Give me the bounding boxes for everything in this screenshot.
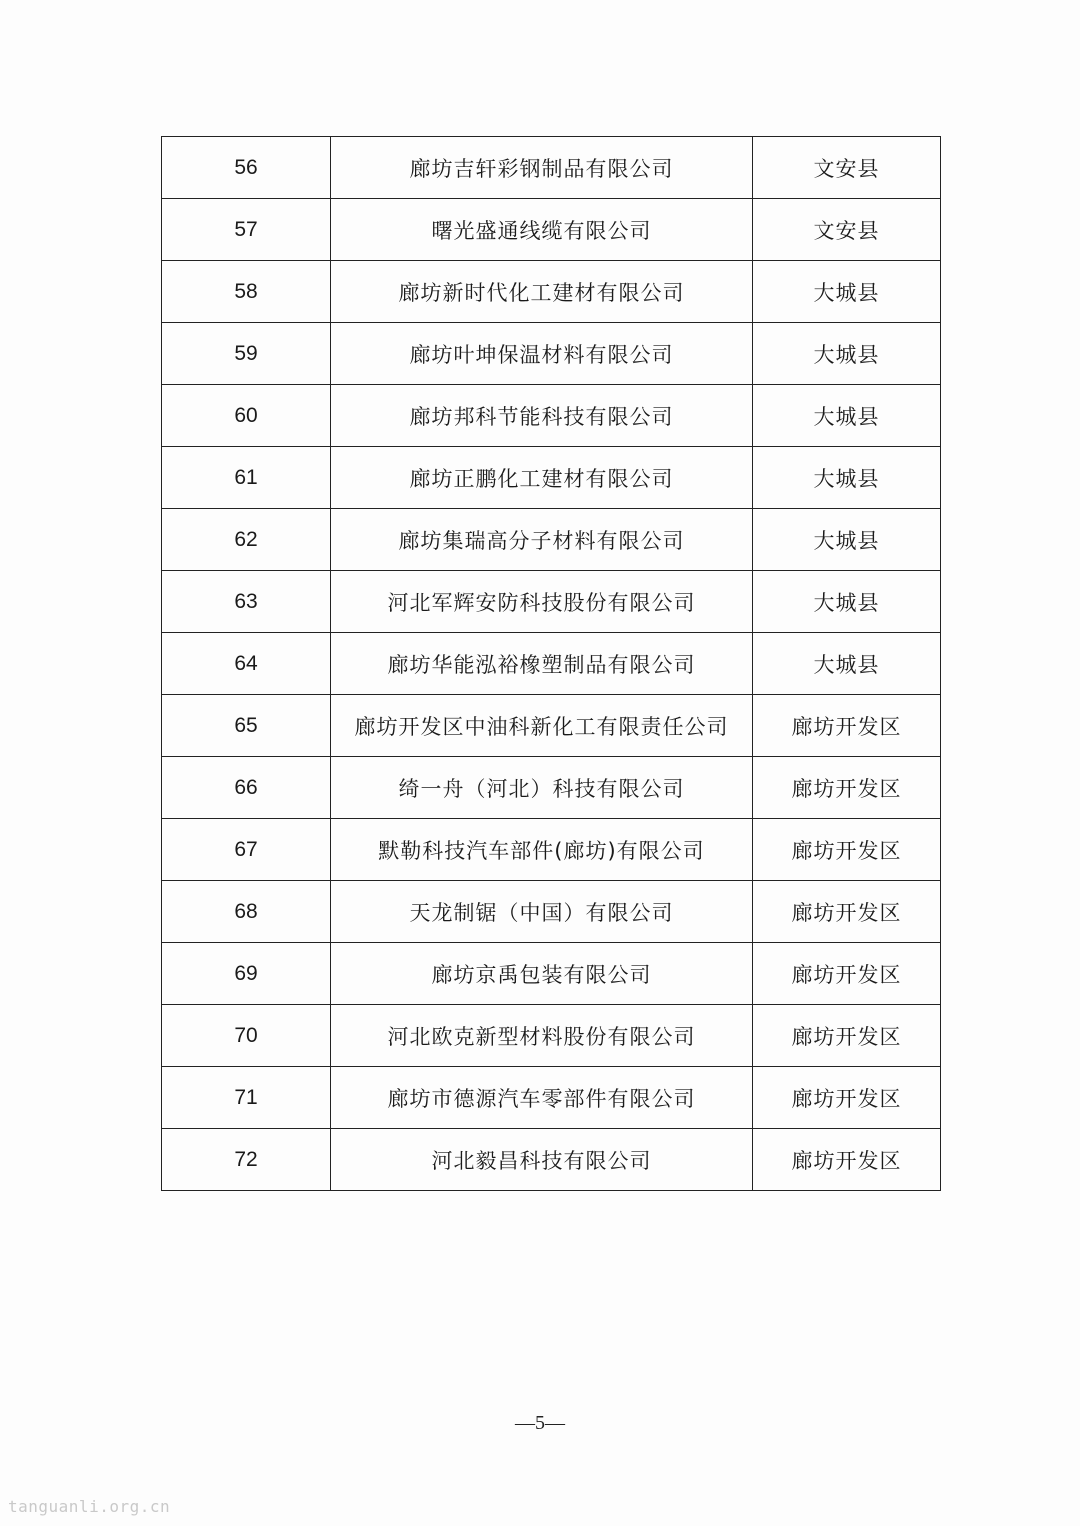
table-row [162,509,941,571]
table-row [162,447,941,509]
company-name: 天龙制锯（中国）有限公司 [331,881,753,943]
watermark: tanguanli.org.cn [8,1497,171,1516]
table-row [162,881,941,943]
row-number: 58 [162,261,331,323]
company-name: 河北军辉安防科技股份有限公司 [331,571,753,633]
region: 廊坊开发区 [753,695,941,757]
table-row [162,1005,941,1067]
company-name: 廊坊邦科节能科技有限公司 [331,385,753,447]
region: 大城县 [753,509,941,571]
row-number: 64 [162,633,331,695]
region: 大城县 [753,323,941,385]
table-row [162,819,941,881]
region: 廊坊开发区 [753,1005,941,1067]
table-row [162,199,941,261]
table-row [162,137,941,199]
table-row [162,323,941,385]
table-row [162,261,941,323]
table-row [162,1067,941,1129]
company-name: 曙光盛通线缆有限公司 [331,199,753,261]
row-number: 67 [162,819,331,881]
page-number: —5— [515,1412,565,1434]
row-number: 62 [162,509,331,571]
company-name: 绮一舟（河北）科技有限公司 [331,757,753,819]
company-table-body [162,137,941,1191]
table-row [162,695,941,757]
company-name: 河北欧克新型材料股份有限公司 [331,1005,753,1067]
company-name: 廊坊集瑞高分子材料有限公司 [331,509,753,571]
company-name: 廊坊京禹包装有限公司 [331,943,753,1005]
row-number: 70 [162,1005,331,1067]
company-name: 廊坊开发区中油科新化工有限责任公司 [331,695,753,757]
company-table [161,136,941,1191]
table-row [162,571,941,633]
row-number: 72 [162,1129,331,1191]
company-name: 廊坊叶坤保温材料有限公司 [331,323,753,385]
company-name: 河北毅昌科技有限公司 [331,1129,753,1191]
company-name: 廊坊正鹏化工建材有限公司 [331,447,753,509]
company-name: 廊坊市德源汽车零部件有限公司 [331,1067,753,1129]
table-row [162,633,941,695]
region: 大城县 [753,447,941,509]
company-name: 廊坊吉轩彩钢制品有限公司 [331,137,753,199]
row-number: 69 [162,943,331,1005]
row-number: 65 [162,695,331,757]
company-name: 默勒科技汽车部件(廊坊)有限公司 [331,819,753,881]
region: 廊坊开发区 [753,1129,941,1191]
region: 大城县 [753,261,941,323]
company-name: 廊坊华能泓裕橡塑制品有限公司 [331,633,753,695]
region: 文安县 [753,199,941,261]
row-number: 59 [162,323,331,385]
row-number: 66 [162,757,331,819]
region: 廊坊开发区 [753,819,941,881]
row-number: 56 [162,137,331,199]
row-number: 68 [162,881,331,943]
region: 廊坊开发区 [753,757,941,819]
row-number: 63 [162,571,331,633]
row-number: 60 [162,385,331,447]
region: 大城县 [753,571,941,633]
row-number: 61 [162,447,331,509]
table-row [162,943,941,1005]
row-number: 71 [162,1067,331,1129]
region: 大城县 [753,633,941,695]
row-number: 57 [162,199,331,261]
company-name: 廊坊新时代化工建材有限公司 [331,261,753,323]
table-row [162,1129,941,1191]
region: 廊坊开发区 [753,943,941,1005]
table-row [162,757,941,819]
region: 廊坊开发区 [753,1067,941,1129]
table-row [162,385,941,447]
region: 大城县 [753,385,941,447]
region: 文安县 [753,137,941,199]
region: 廊坊开发区 [753,881,941,943]
